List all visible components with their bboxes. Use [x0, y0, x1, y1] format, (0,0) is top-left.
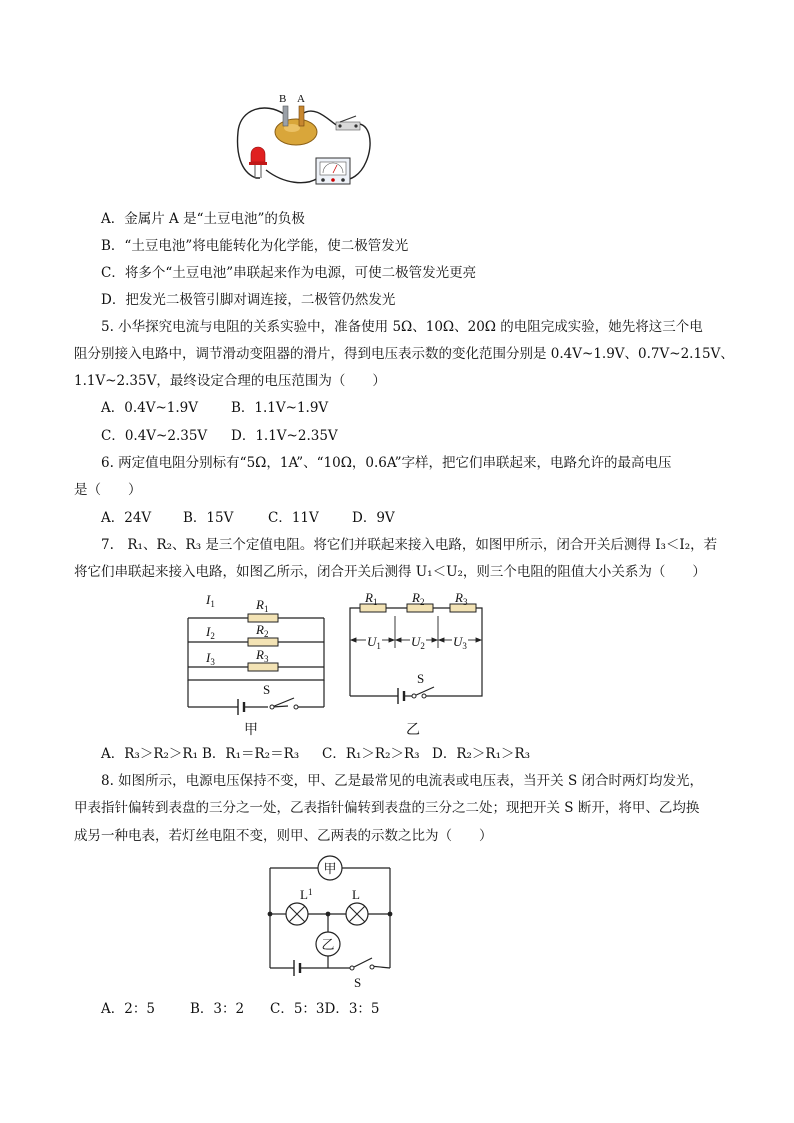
label-b: B [279, 93, 287, 105]
label-r3: $R_3$ [256, 647, 269, 664]
q6-stem-line1: 6. 两定值电阻分别标有“5Ω，1A”、“10Ω，0.6A”字样，把它们串联起来，电路允许的最高电压 [101, 455, 672, 471]
q5-stem-line3: 1.1V~2.35V，最终设定合理的电压范围为（ ） [74, 373, 386, 389]
lamp-l-icon [346, 903, 368, 925]
q7-option-b: B．R₁＝R₂＝R₃ [202, 746, 300, 762]
q8-stem-line3: 成另一种电表，若灯丝电阻不变，则甲、乙两表的示数之比为（ ） [74, 828, 493, 844]
q6-option-a: A．24V [101, 510, 152, 526]
lamp-l1-label: $L^1$ [300, 887, 313, 902]
q6-option-b: B．15V [183, 510, 234, 526]
series-circuit-figure [342, 590, 490, 740]
meter-jia-label: 甲 [323, 861, 337, 876]
q4-option-a: A．金属片 A 是“土豆电池”的负极 [101, 211, 305, 227]
label-r3: $R_3$ [455, 590, 468, 607]
q5-stem-line2: 阻分别接入电路中，调节滑动变阻器的滑片，得到电压表示数的变化范围分别是 0.4V~1.9V、0.7V~2.15V、 [74, 346, 734, 362]
lamp-l1-icon [286, 903, 308, 925]
label-u1: $U_1$ [367, 634, 381, 651]
potato-battery-figure [226, 92, 376, 194]
label-u2: $U_2$ [411, 634, 425, 651]
label-switch-s: S [354, 975, 362, 990]
resistor-r2 [248, 638, 278, 646]
q7-option-c: C．R₁＞R₂＞R₃ [322, 746, 420, 762]
q5-option-a: A．0.4V~1.9V [101, 400, 198, 416]
label-r1: $R_1$ [256, 597, 269, 614]
q8-stem-line1: 8. 如图所示，电源电压保持不变，甲、乙是最常见的电流表或电压表，当开关 S 闭合时两灯均发光， [101, 773, 704, 789]
q6-option-c: C．11V [268, 510, 319, 526]
q4-option-d: D．把发光二极管引脚对调连接，二极管仍然发光 [101, 292, 396, 308]
q6-stem-line2: 是（ ） [74, 482, 142, 498]
battery-icon [398, 688, 404, 704]
q7-option-a: A．R₃＞R₂＞R₁ [101, 746, 198, 762]
label-r2: $R_2$ [412, 590, 425, 607]
parallel-circuit-figure [178, 590, 334, 740]
q6-option-d: D．9V [352, 510, 395, 526]
ammeter-icon [316, 158, 350, 184]
label-u3: $U_3$ [453, 634, 467, 651]
label-switch-s: S [417, 671, 425, 686]
switch-s-icon [270, 698, 298, 709]
q5-option-d: D．1.1V~2.35V [231, 428, 338, 444]
label-r2: $R_2$ [256, 622, 269, 639]
q5-option-c: C．0.4V~2.35V [101, 428, 208, 444]
battery-icon [238, 699, 244, 715]
led-icon [249, 147, 267, 178]
lamp-meter-circuit-figure [262, 852, 402, 992]
label-i1: $I_1$ [206, 592, 215, 609]
switch-icon [336, 116, 360, 130]
resistor-r1 [248, 614, 278, 622]
switch-s-icon [350, 958, 374, 970]
q8-stem-line2: 甲表指针偏转到表盘的三分之一处，乙表指针偏转到表盘的三分之二处；现把开关 S 断开，将甲、乙均换 [74, 800, 700, 816]
q7-option-d: D．R₂＞R₁＞R₃ [432, 746, 531, 762]
q8-option-b: B．3：2 [190, 1001, 245, 1017]
q5-option-b: B．1.1V~1.9V [231, 400, 329, 416]
meter-yi-label: 乙 [321, 937, 335, 952]
q4-option-b: B．“土豆电池”将电能转化为化学能，使二极管发光 [101, 238, 409, 254]
label-a: A [297, 93, 305, 105]
label-i2: $I_2$ [206, 624, 215, 641]
battery-icon [294, 960, 300, 976]
q8-option-c: C．5：3D．3：5 [270, 1001, 380, 1017]
caption-yi: 乙 [406, 723, 420, 738]
q7-stem-line1: 7. R₁、R₂、R₃ 是三个定值电阻。将它们并联起来接入电路，如图甲所示，闭合开关后测得 I₃＜I₂，若 [101, 537, 718, 553]
q4-option-c: C．将多个“土豆电池”串联起来作为电源，可使二极管发光更亮 [101, 265, 477, 281]
lamp-l-label: L [352, 887, 360, 902]
label-r1: $R_1$ [365, 590, 378, 607]
caption-jia: 甲 [244, 723, 258, 738]
resistor-r3 [248, 663, 278, 671]
q5-stem-line1: 5. 小华探究电流与电阻的关系实验中，准备使用 5Ω、10Ω、20Ω 的电阻完成实验，她先将这三个电 [101, 319, 703, 335]
q7-stem-line2: 将它们串联起来接入电路，如图乙所示，闭合开关后测得 U₁＜U₂，则三个电阻的阻值大小关系为（ ） [74, 564, 706, 580]
label-i3: $I_3$ [206, 650, 215, 667]
label-switch-s: S [263, 682, 271, 697]
q8-option-a: A．2：5 [101, 1001, 155, 1017]
